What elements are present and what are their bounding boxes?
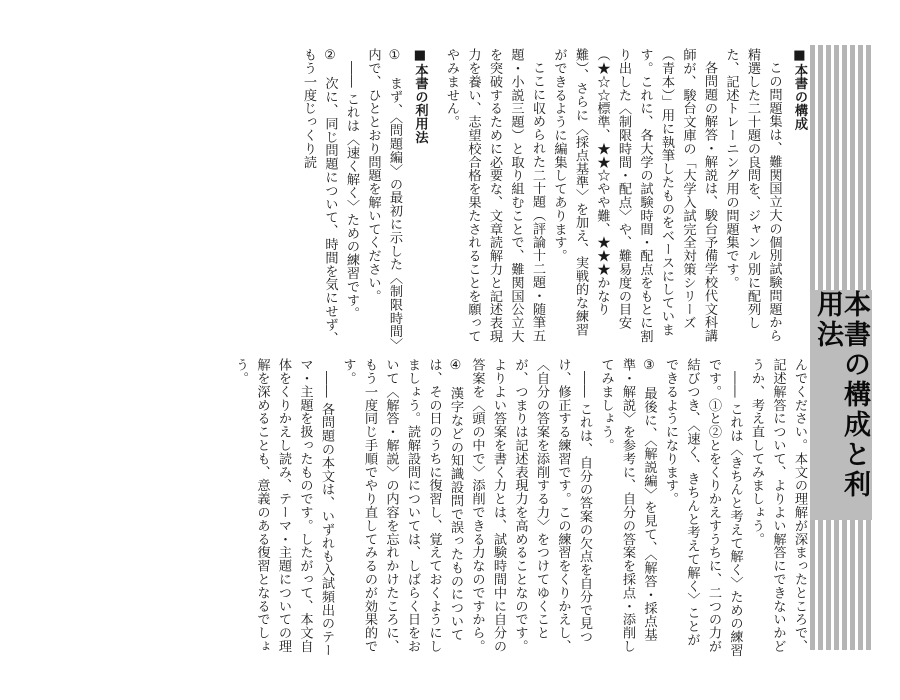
title-box	[810, 290, 872, 520]
usage-item-4-note: ―― 各問題の本文は、いずれも入試頻出のテーマ・主題を扱ったものです。したがって、本文自体をくりかえし読み、テーマ・主題についての理解を深めることも、意義のある復習となるでしょう。	[233, 358, 334, 657]
decorative-stripes-top	[810, 45, 872, 290]
usage-item-3	[595, 358, 660, 658]
usage-item-2	[298, 48, 341, 348]
usage-item-1-text: まず、〈問題編〉の最初に示した〈制限時間〉内で、ひととおり問題を解いてください。	[365, 48, 402, 345]
usage-item-3-marker: ③	[641, 358, 657, 374]
text-block-upper	[301, 48, 810, 348]
composition-paragraph-2: 各問題の解答・解説は、駿台予備学校代文科講師が、駿台文庫の「大学入試完全対策シリーズ（青本）」用に執筆したものをベースにしています。これに、各大学の試験時間・配点をもとに割り出した〈制限時間・配点〉や、難易度の目安（★☆☆標準、★★☆やや難、★★★かなり難）、さらに〈採点基準〉を加え、実戦的な練習ができるように編集してあります。	[551, 48, 717, 343]
usage-item-1-note: ―― これは〈速く解く〉ための練習です。	[344, 61, 359, 321]
title-band	[810, 45, 872, 650]
composition-paragraph-1: この問題集は、難関国立大の個別試験問題から精選した二十題の良問を、ジャンル別に配列した、記述トレーニング用の問題集です。	[723, 48, 782, 343]
usage-item-2-note: ―― これは〈きちんと考えて解く〉ための練習です。①と②とをくりかえすうちに、二つの力が結びつき、〈速く、きちんと考えて解く〉ことができるようになります。	[663, 358, 743, 657]
section-heading-composition: ■本書の構成	[792, 48, 807, 131]
page-title: 本書の構成と利用法	[812, 290, 870, 500]
usage-item-2-text: 次に、同じ問題について、時間を気にせず、もう一度じっくり読	[301, 48, 338, 345]
usage-item-4-text: 漢字などの知識設問で誤ったものについては、その日のうちに復習し、覚えておくようにしましょう。読解設問については、しばらく日をおいて〈解答・解説〉の内容を忘れかけたころに、もう一度同じ手順でやり直してみるのが効果的です。	[340, 358, 463, 653]
usage-item-2-continued: んでください。本文の理解が深まったところで、記述解答について、よりよい解答にできないかどうか、考え直してみましょう。	[749, 358, 807, 653]
text-block-lower	[233, 358, 810, 658]
usage-item-3-note: ―― これは、自分の答案の欠点を自分で見つけ、修正する練習です。この練習をくりかえし、〈自分の答案を添削する力〉をつけてゆくことが、つまりは記述表現力を高めることなのです。よりよい答案を書く力とは、試験時間中に自分の答案を〈頭の中で〉添削できる力なのですから。	[469, 358, 592, 653]
usage-item-2-marker: ②	[322, 48, 338, 64]
section-heading-usage: ■本書の利用法	[412, 48, 428, 144]
usage-item-1-marker: ①	[387, 48, 402, 64]
composition-paragraph-3: ここに収められた二十題（評論十二題・随筆五題・小説三題）と取り組むことで、難関国公立大を突破するために必要な、文章読解力と記述表現力を養い、志望校合格を果たされることを願ってやみません。	[444, 48, 545, 343]
spacer	[431, 48, 441, 348]
decorative-stripes-bottom	[810, 520, 872, 650]
usage-item-4-marker: ④	[448, 358, 463, 374]
usage-item-3-text: 最後に、〈解説編〉を見て、〈解答・採点基準・解説〉を参考に、自分の答案を採点・添削してみましょう。	[598, 358, 657, 653]
usage-item-4	[337, 358, 466, 658]
usage-item-1	[362, 48, 405, 348]
